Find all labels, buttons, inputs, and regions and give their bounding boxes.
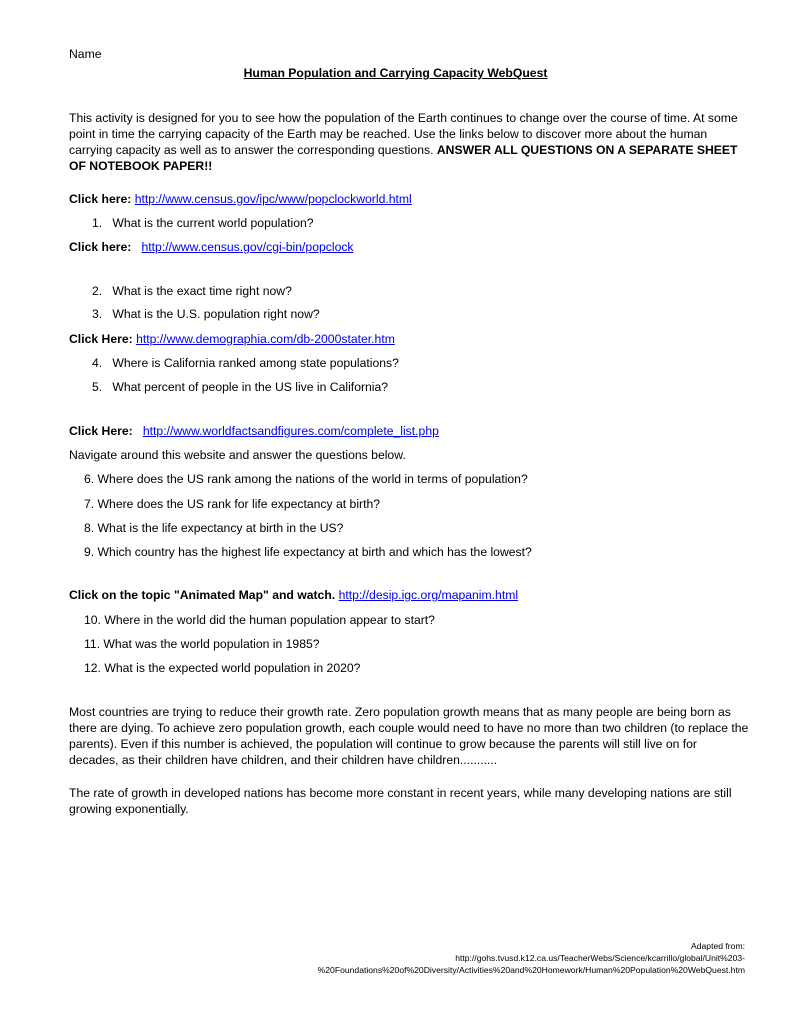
question-12: 12. What is the expected world population in 2020?: [84, 661, 361, 675]
section-5-link[interactable]: http://desip.igc.org/mapanim.html: [338, 588, 519, 602]
question-6: 6. Where does the US rank among the nations of the world in terms of population?: [84, 472, 528, 486]
question-5: [92, 380, 388, 395]
closing-paragraph-2: The rate of growth in developed nations has become more constant in recent years, while many developing nations are still growing exponentially.: [69, 786, 732, 816]
section-3-link-line: [69, 332, 395, 347]
section-2-label: Click here:: [69, 240, 132, 254]
intro-paragraph: [69, 110, 749, 174]
question-3-number: 3.: [92, 307, 103, 321]
footer-adapted-from: Adapted from:: [691, 941, 745, 951]
footer-source-line-2: %20Foundations%20of%20Diversity/Activities%20and%20Homework/Human%20Population%20WebQuest.htm: [317, 965, 745, 975]
section-4-label: Click Here:: [69, 424, 133, 438]
section-5-label: Click on the topic "Animated Map" and watch.: [69, 588, 336, 602]
section-1-link[interactable]: http://www.census.gov/ipc/www/popclockworld.html: [134, 192, 412, 206]
question-1: [92, 216, 314, 231]
section-5-link-line: [69, 588, 518, 603]
question-8: 8. What is the life expectancy at birth in the US?: [84, 521, 344, 535]
question-2-text: What is the exact time right now?: [112, 284, 292, 298]
question-4-text: Where is California ranked among state populations?: [112, 356, 399, 370]
question-9: 9. Which country has the highest life expectancy at birth and which has the lowest?: [84, 545, 532, 559]
footer-source-line-1: http://gohs.tvusd.k12.ca.us/TeacherWebs/Science/kcarrillo/global/Unit%203-: [455, 953, 745, 963]
question-1-text: What is the current world population?: [112, 216, 314, 230]
closing-paragraph-1: Most countries are trying to reduce their growth rate. Zero population growth means that as many people are being born as there are dying. To achieve zero population growth, each couple would need to have no more than two children (to replace the parents). Even if this number is achieved, the population will continue to grow because the parents will still live on for decades, as their children have children, and their children have children...........: [69, 705, 749, 767]
section-1-link-line: [69, 192, 412, 207]
question-5-text: What percent of people in the US live in California?: [112, 380, 389, 394]
question-2-number: 2.: [92, 284, 103, 298]
section-3-label: Click Here:: [69, 332, 133, 346]
question-7: 7. Where does the US rank for life expectancy at birth?: [84, 497, 381, 511]
question-2: [92, 284, 292, 299]
section-1-label: Click here:: [69, 192, 132, 206]
intro-emphasis: ANSWER ALL QUESTIONS ON A SEPARATE SHEET OF NOTEBOOK PAPER!!: [69, 143, 738, 173]
question-4-number: 4.: [92, 356, 103, 370]
question-5-number: 5.: [92, 380, 103, 394]
question-1-number: 1.: [92, 216, 103, 230]
question-10: 10. Where in the world did the human population appear to start?: [84, 613, 435, 627]
section-2-link[interactable]: http://www.census.gov/cgi-bin/popclock: [141, 240, 354, 254]
question-4: [92, 356, 399, 371]
section-2-link-line: [69, 240, 354, 255]
section-4-link-line: [69, 424, 439, 439]
intro-text: This activity is designed for you to see how the population of the Earth continues to change over the course of time. At some point in time the carrying capacity of the Earth may be reached. Use the links below to discover more about the human carrying capacity as well as to answer the corresponding questions.: [69, 111, 738, 157]
question-3-text: What is the U.S. population right now?: [112, 307, 320, 321]
question-3: [92, 307, 320, 322]
name-label: Name: [69, 47, 102, 61]
page-title: Human Population and Carrying Capacity WebQuest: [243, 66, 548, 80]
question-11: 11. What was the world population in 1985?: [84, 637, 320, 651]
section-3-link[interactable]: http://www.demographia.com/db-2000stater.htm: [136, 332, 395, 346]
section-4-link[interactable]: http://www.worldfactsandfigures.com/complete_list.php: [142, 424, 439, 438]
section-4-instruction: Navigate around this website and answer the questions below.: [69, 448, 406, 462]
